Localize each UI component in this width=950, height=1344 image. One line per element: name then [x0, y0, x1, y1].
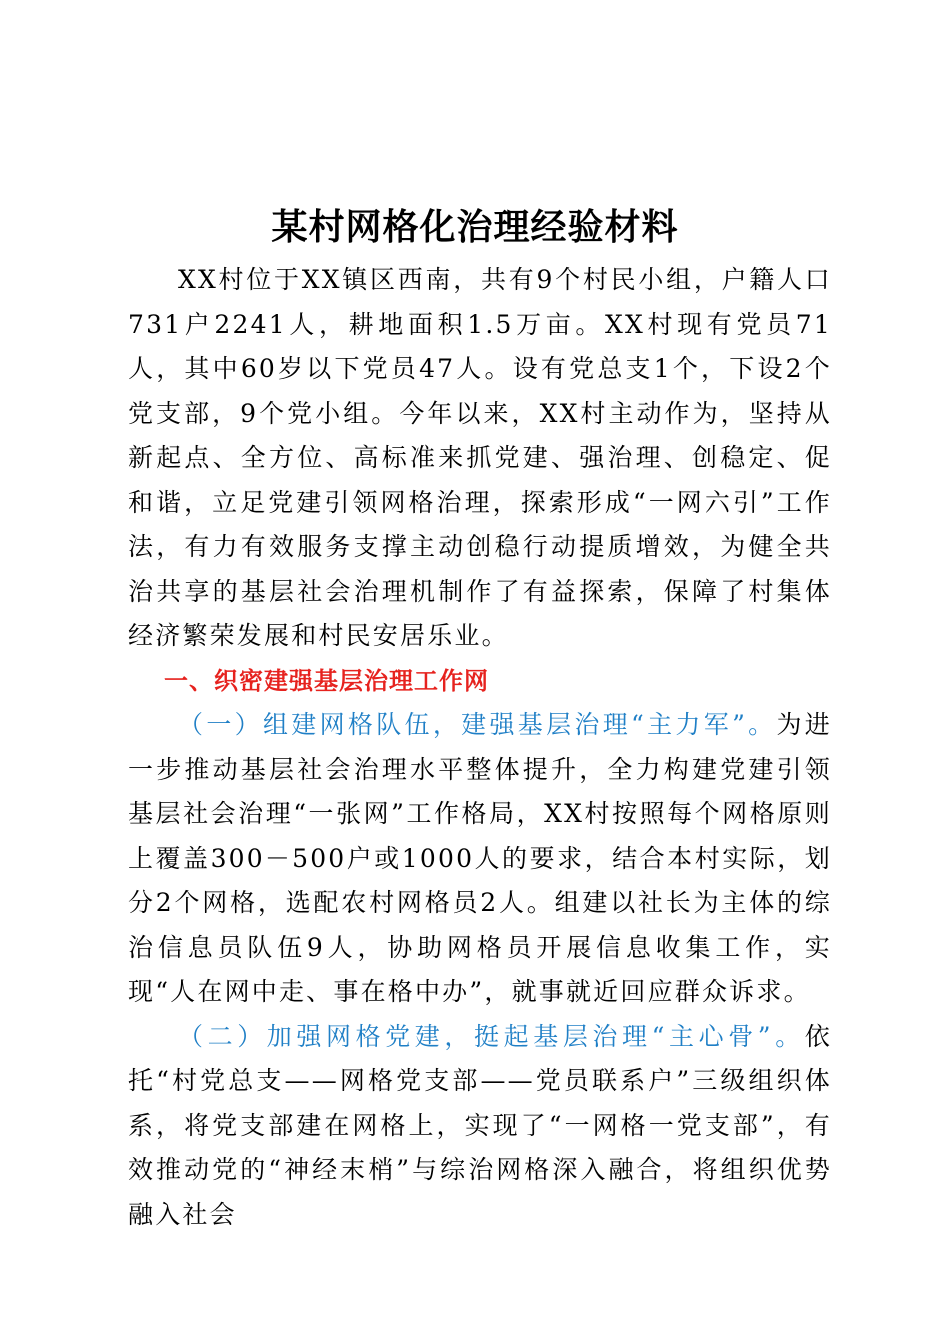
intro-paragraph: XX村位于XX镇区西南，共有9个村民小组，户籍人口731户2241人，耕地面积1.5万亩。XX村现有党员71人，其中60岁以下党员47人。设有党总支1个，下设2个党支部，9个党小组。今年以来，XX村主动作为，坚持从新起点、全方位、高标准来抓党建、强治理、创稳定、促和谐，立足党建引领网格治理，探索形成“一网六引”工作法，有力有效服务支撑主动创稳行动提质增效，为健全共治共享的基层社会治理机制作了有益探索，保障了村集体经济繁荣发展和村民安居乐业。 — [128, 265, 832, 650]
subsection-1-heading: （一）组建网格队伍，建强基层治理“主力军”。 — [178, 710, 777, 739]
subsection-1-paragraph — [128, 703, 832, 1015]
document-body — [128, 258, 832, 1237]
subsection-2-paragraph — [128, 1015, 832, 1238]
document-title: 某村网格化治理经验材料 — [271, 207, 679, 248]
subsection-2-heading: （二）加强网格党建，挺起基层治理“主心骨”。 — [178, 1021, 805, 1051]
section-heading-1: 一、织密建强基层治理工作网 — [164, 666, 489, 695]
subsection-1-text: 为进一步推动基层社会治理水平整体提升，全力构建党建引领基层社会治理“一张网”工作格局，XX村按照每个网格原则上覆盖300－500户或1000人的要求，结合本村实际，划分2个网格，选配农村网格员2人。组建以社长为主体的综治信息员队伍9人，协助网格员开展信息收集工作，实现“人在网中走、事在格中办”，就事就近回应群众诉求。 — [128, 710, 832, 1006]
subsection-2-text: 依托“村党总支——网格党支部——党员联系户”三级组织体系，将党支部建在网格上，实现了“一网格一党支部”，有效推动党的“神经末梢”与综治网格深入融合，将组织优势融入社会 — [128, 1021, 832, 1229]
